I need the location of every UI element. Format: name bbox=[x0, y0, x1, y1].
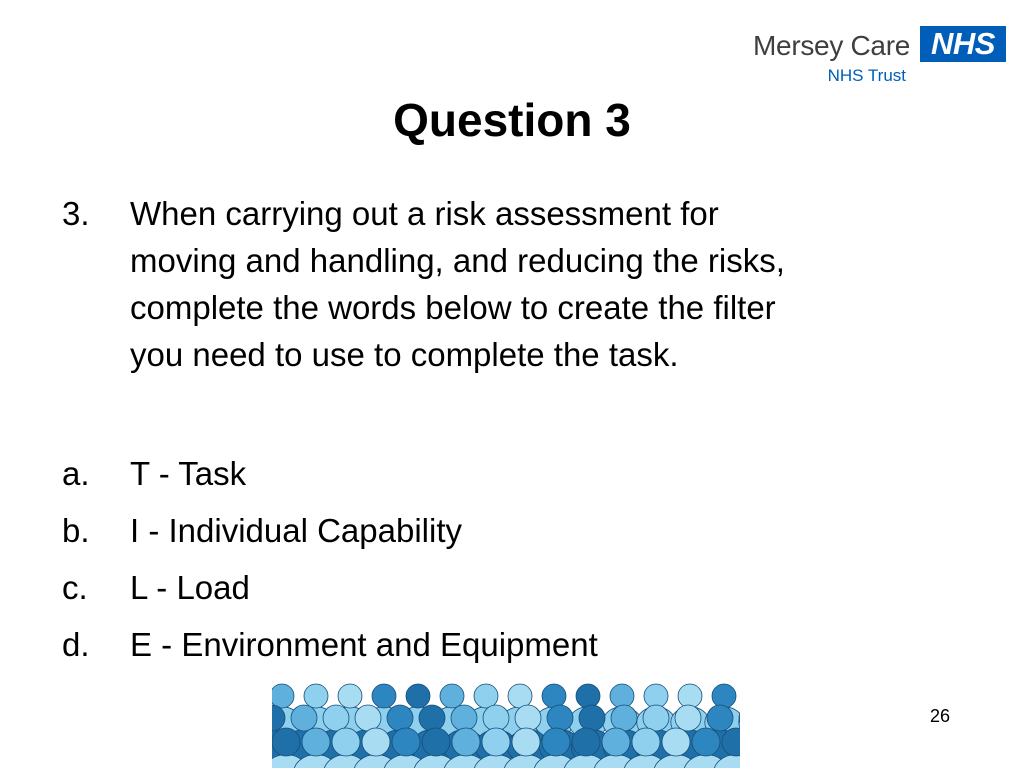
person-head bbox=[272, 684, 294, 708]
person-head bbox=[579, 705, 605, 731]
answer-letter: b. bbox=[62, 512, 90, 549]
person-head bbox=[542, 684, 566, 708]
person-head bbox=[372, 684, 396, 708]
page-number: 26 bbox=[930, 706, 951, 726]
question-line: When carrying out a risk assessment for bbox=[130, 195, 719, 232]
person-head bbox=[419, 705, 445, 731]
person-head bbox=[712, 684, 736, 708]
person-head bbox=[440, 684, 464, 708]
person-head bbox=[662, 728, 690, 756]
person-head bbox=[392, 728, 420, 756]
person-head bbox=[452, 728, 480, 756]
person-head bbox=[572, 728, 600, 756]
person-head bbox=[602, 728, 630, 756]
person-head bbox=[451, 705, 477, 731]
answer-item bbox=[62, 502, 962, 559]
crowd-illustration bbox=[272, 666, 740, 768]
person-head bbox=[515, 705, 541, 731]
nhs-trust-logo bbox=[740, 26, 1010, 90]
person-head bbox=[302, 728, 330, 756]
person-head bbox=[483, 705, 509, 731]
person-head bbox=[542, 728, 570, 756]
person-head bbox=[422, 728, 450, 756]
person-head bbox=[387, 705, 413, 731]
question-line: you need to use to complete the task. bbox=[130, 336, 679, 373]
person-head bbox=[611, 705, 637, 731]
logo-trust-name: NHS Trust bbox=[827, 66, 906, 85]
answer-list bbox=[62, 445, 962, 673]
question-text bbox=[130, 190, 970, 378]
person-head bbox=[291, 705, 317, 731]
question-number: 3. bbox=[62, 195, 90, 232]
person-head bbox=[610, 684, 634, 708]
answer-item bbox=[62, 445, 962, 502]
person-head bbox=[332, 728, 360, 756]
person-head bbox=[508, 684, 532, 708]
person-head bbox=[362, 728, 390, 756]
person-head bbox=[304, 684, 328, 708]
answer-item bbox=[62, 559, 962, 616]
question-line: moving and handling, and reducing the risks, bbox=[130, 242, 785, 279]
answer-letter: d. bbox=[62, 626, 90, 663]
slide-title: Question 3 bbox=[393, 94, 631, 146]
person-head bbox=[644, 684, 668, 708]
person-head bbox=[576, 684, 600, 708]
person-head bbox=[692, 728, 720, 756]
answer-letter: a. bbox=[62, 455, 90, 492]
answer-text: T - Task bbox=[130, 455, 247, 492]
logo-org-name: Mersey Care bbox=[753, 30, 910, 61]
person-head bbox=[643, 705, 669, 731]
answer-item bbox=[62, 616, 962, 673]
person-head bbox=[323, 705, 349, 731]
answer-text: L - Load bbox=[130, 569, 250, 606]
person-head bbox=[678, 684, 702, 708]
person-head bbox=[482, 728, 510, 756]
person-head bbox=[512, 728, 540, 756]
person-head bbox=[632, 728, 660, 756]
person-head bbox=[272, 728, 300, 756]
answer-text: I - Individual Capability bbox=[130, 512, 462, 549]
person-head bbox=[547, 705, 573, 731]
question-line: complete the words below to create the filter bbox=[130, 289, 776, 326]
person-head bbox=[355, 705, 381, 731]
person-head bbox=[707, 705, 733, 731]
answer-text: E - Environment and Equipment bbox=[130, 626, 598, 663]
person-head bbox=[338, 684, 362, 708]
person-head bbox=[675, 705, 701, 731]
person-head bbox=[474, 684, 498, 708]
person-head bbox=[406, 684, 430, 708]
answer-letter: c. bbox=[62, 569, 88, 606]
nhs-badge: NHS bbox=[920, 26, 1006, 62]
